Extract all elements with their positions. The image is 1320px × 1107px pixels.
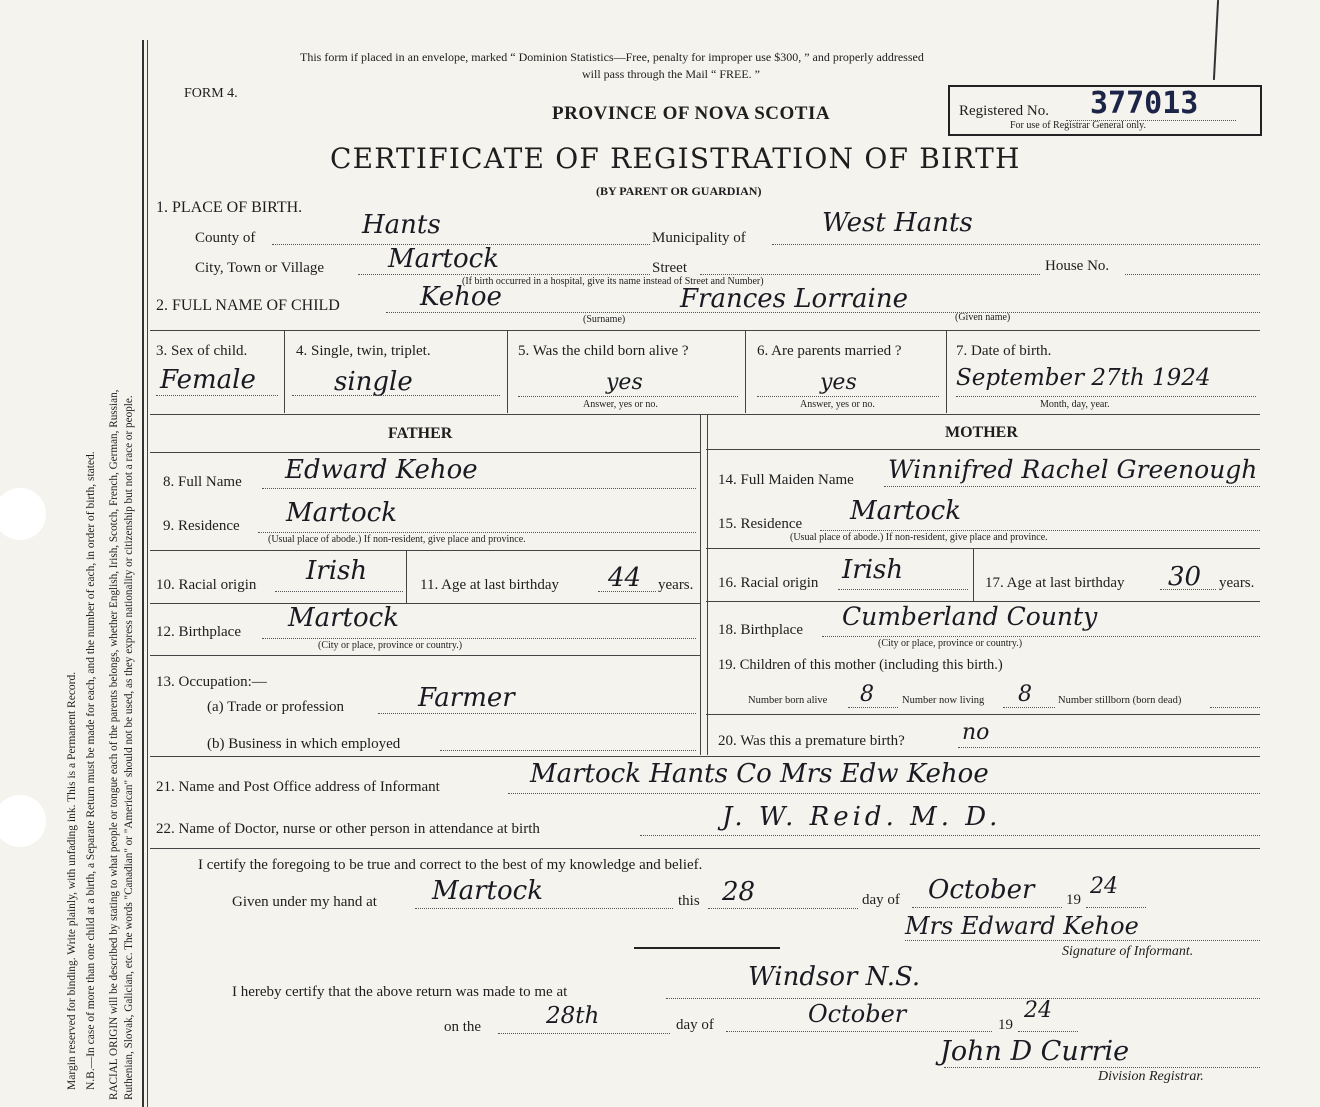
province-heading: PROVINCE OF NOVA SCOTIA xyxy=(552,103,831,124)
trade-value: Farmer xyxy=(418,683,515,713)
child-name-label: 2. FULL NAME OF CHILD xyxy=(156,297,340,314)
house-label: House No. xyxy=(1045,258,1110,274)
occupation-label: 13. Occupation:— xyxy=(156,674,267,690)
father-birthplace-label: 12. Birthplace xyxy=(156,624,241,640)
certify-month-value: October xyxy=(928,875,1035,905)
mother-years-label: years. xyxy=(1219,575,1255,591)
city-label: City, Town or Village xyxy=(195,260,325,276)
registered-label: Registered No. xyxy=(959,103,1049,119)
margin-note-racial-origin-2: Ruthenian, Slovak, Galician, etc. The words "Canadian" or "American" should not be used, as they express nationality or citizenship but not a race or people. xyxy=(123,395,135,1100)
father-name-value: Edward Kehoe xyxy=(285,455,478,485)
married-value: yes xyxy=(820,370,857,395)
trade-label: (a) Trade or profession xyxy=(207,699,345,715)
alive-value: yes xyxy=(606,370,643,395)
signature-separator xyxy=(634,947,780,949)
municipality-label: Municipality of xyxy=(652,230,746,246)
business-label: (b) Business in which employed xyxy=(207,736,401,752)
margin-mark xyxy=(1213,0,1219,80)
dob-note: Month, day, year. xyxy=(1040,399,1110,410)
certify-day-of-label: day of xyxy=(862,892,900,908)
father-racial-value: Irish xyxy=(306,556,368,586)
sex-value: Female xyxy=(160,365,256,395)
dob-label: 7. Date of birth. xyxy=(956,343,1052,359)
father-residence-note: (Usual place of abode.) If non-resident, give place and province. xyxy=(268,534,526,545)
sex-label: 3. Sex of child. xyxy=(156,343,248,359)
mother-residence-label: 15. Residence xyxy=(718,516,803,532)
father-birthplace-value: Martock xyxy=(288,603,399,633)
certify-statement: I certify the foregoing to be true and correct to the best of my knowledge and belief. xyxy=(198,857,703,873)
form-number: FORM 4. xyxy=(184,86,238,101)
single-value: single xyxy=(334,367,413,397)
doctor-value: J. W. Reid. M. D. xyxy=(722,802,1002,832)
father-heading: FATHER xyxy=(388,425,453,442)
certify-day-value: 28 xyxy=(722,877,756,907)
informant-label: 21. Name and Post Office address of Informant xyxy=(156,779,440,795)
certificate-subtitle: (BY PARENT OR GUARDIAN) xyxy=(596,184,762,198)
father-age-value: 44 xyxy=(608,563,642,593)
registrar-statement: I hereby certify that the above return was made to me at xyxy=(232,984,568,1000)
married-label: 6. Are parents married ? xyxy=(757,343,902,359)
registered-number: 377013 xyxy=(1090,86,1199,121)
dob-value: September 27th 1924 xyxy=(956,365,1211,391)
registered-note: For use of Registrar General only. xyxy=(1010,120,1146,131)
children-label: 19. Children of this mother (including this birth.) xyxy=(718,657,1003,673)
certify-place-value: Martock xyxy=(432,876,543,906)
municipality-value: West Hants xyxy=(822,208,973,238)
father-birthplace-note: (City or place, province or country.) xyxy=(318,640,463,651)
given-note: (Given name) xyxy=(955,312,1011,323)
certify-year-prefix: 19 xyxy=(1066,892,1081,908)
binding-hole-bottom xyxy=(0,795,46,847)
mother-racial-label: 16. Racial origin xyxy=(718,575,819,591)
registrar-on-the-label: on the xyxy=(444,1019,482,1035)
mailing-notice-2: will pass through the Mail “ FREE. ” xyxy=(582,67,760,81)
mother-residence-note: (Usual place of abode.) If non-resident, give place and province. xyxy=(790,532,1048,543)
married-note: Answer, yes or no. xyxy=(800,399,875,410)
registered-box xyxy=(948,85,1262,136)
child-surname-value: Kehoe xyxy=(420,282,502,312)
surname-note: (Surname) xyxy=(583,314,626,325)
mother-name-value: Winnifred Rachel Greenough xyxy=(888,455,1258,484)
binding-hole-top xyxy=(0,488,46,540)
registrar-place-value: Windsor N.S. xyxy=(748,962,921,992)
mother-age-value: 30 xyxy=(1168,562,1202,592)
alive-label: 5. Was the child born alive ? xyxy=(518,343,689,359)
mother-birthplace-label: 18. Birthplace xyxy=(718,622,803,638)
stillborn-label: Number stillborn (born dead) xyxy=(1058,695,1182,706)
informant-signature: Mrs Edward Kehoe xyxy=(905,912,1139,940)
living-label: Number now living xyxy=(902,695,985,706)
premature-value: no xyxy=(962,720,990,745)
margin-note-binding: Margin reserved for binding. Write plainly, with unfading ink. This is a Permanent Record. xyxy=(66,671,78,1090)
mother-age-label: 17. Age at last birthday xyxy=(985,575,1125,591)
street-label: Street xyxy=(652,260,687,276)
column-divider xyxy=(700,415,708,755)
living-value: 8 xyxy=(1018,682,1032,707)
mother-racial-value: Irish xyxy=(842,555,904,585)
registrar-year-value: 24 xyxy=(1024,998,1052,1023)
father-residence-value: Martock xyxy=(286,498,397,528)
registrar-signature: John D Currie xyxy=(940,1036,1130,1067)
father-age-label: 11. Age at last birthday xyxy=(420,577,559,593)
county-value: Hants xyxy=(362,210,441,240)
city-value: Martock xyxy=(388,244,499,274)
single-label: 4. Single, twin, triplet. xyxy=(296,343,431,359)
doctor-label: 22. Name of Doctor, nurse or other person in attendance at birth xyxy=(156,821,540,837)
child-given-value: Frances Lorraine xyxy=(680,284,908,314)
registrar-day-value: 28th xyxy=(546,1003,600,1029)
given-label: Given under my hand at xyxy=(232,894,377,910)
father-name-label: 8. Full Name xyxy=(163,474,242,490)
registrar-signature-label: Division Registrar. xyxy=(1098,1069,1204,1084)
born-alive-value: 8 xyxy=(860,682,874,707)
father-residence-label: 9. Residence xyxy=(163,518,240,534)
mailing-notice-1: This form if placed in an envelope, marked “ Dominion Statistics—Free, penalty for improper use $300, ” and properly addressed xyxy=(300,50,924,64)
mother-residence-value: Martock xyxy=(850,496,961,526)
born-alive-label: Number born alive xyxy=(748,695,828,706)
left-border-inner xyxy=(147,40,148,1107)
informant-value: Martock Hants Co Mrs Edw Kehoe xyxy=(530,759,989,789)
father-racial-label: 10. Racial origin xyxy=(156,577,257,593)
father-years-label: years. xyxy=(658,577,694,593)
premature-label: 20. Was this a premature birth? xyxy=(718,733,905,749)
registrar-month-value: October xyxy=(808,1000,907,1028)
hospital-note: (If birth occurred in a hospital, give its name instead of Street and Number) xyxy=(462,276,764,287)
mother-birthplace-value: Cumberland County xyxy=(842,602,1098,631)
certify-this-label: this xyxy=(678,893,700,909)
mother-birthplace-note: (City or place, province or country.) xyxy=(878,638,1023,649)
place-of-birth-label: 1. PLACE OF BIRTH. xyxy=(156,199,303,216)
registrar-day-of-label: day of xyxy=(676,1017,714,1033)
left-border xyxy=(142,40,144,1107)
county-label: County of xyxy=(195,230,256,246)
mother-name-label: 14. Full Maiden Name xyxy=(718,472,854,488)
registrar-year-prefix: 19 xyxy=(998,1017,1013,1033)
certificate-title: CERTIFICATE OF REGISTRATION OF BIRTH xyxy=(330,142,1021,175)
alive-note: Answer, yes or no. xyxy=(583,399,658,410)
informant-signature-label: Signature of Informant. xyxy=(1062,944,1194,959)
margin-note-racial-origin-1: RACIAL ORIGIN will be described by stating to what people or tongue each of the parents belongs, whether English, Irish, Scotch, French, German, Russian, xyxy=(108,389,120,1100)
certify-year-value: 24 xyxy=(1090,874,1118,899)
mother-heading: MOTHER xyxy=(945,424,1018,441)
margin-note-multiple-births: N.B.—In case of more than one child at a birth, a Separate Return must be made for each, and the number of each, in order of birth, stated. xyxy=(85,451,97,1090)
